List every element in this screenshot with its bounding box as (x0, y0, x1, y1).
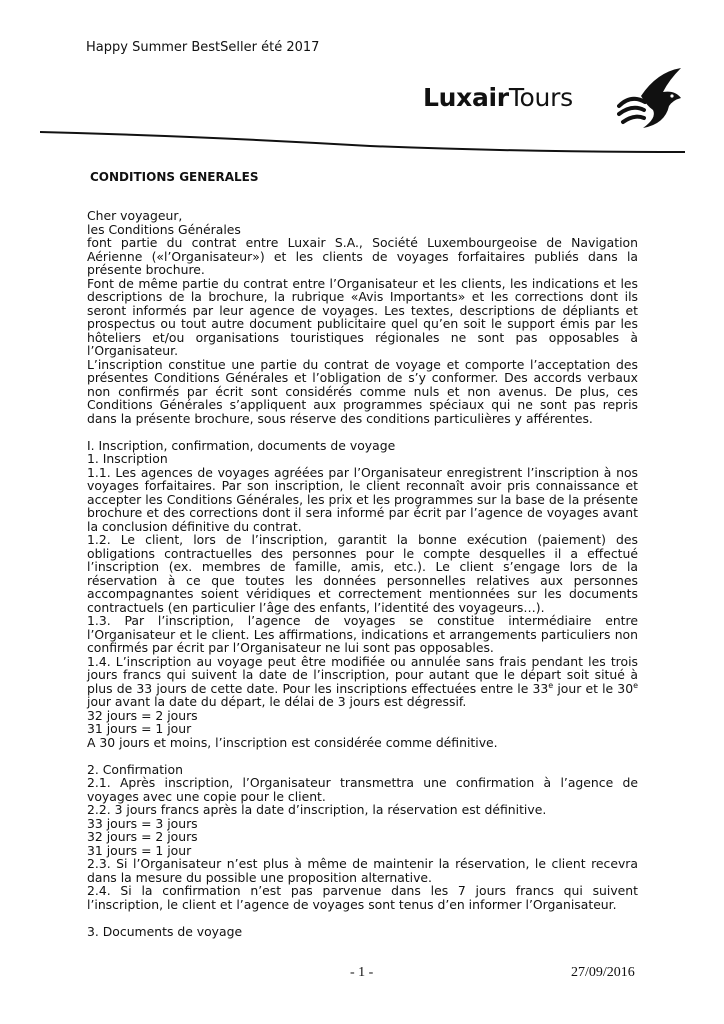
paragraph: font partie du contrat entre Luxair S.A., Société Luxembourgeoise de Navigation Aérienne («l’Organisateur») et les clients de voyages forfaitaires publiés dans la présente brochure. (87, 235, 638, 277)
subsection-heading: 1. Inscription (87, 451, 168, 466)
list-line: 33 jours = 3 jours (87, 815, 198, 831)
clause-2-4: 2.4. Si la confirmation n’est pas parvenue dans les 7 jours francs qui suivent l’inscription, le client et l’agence de voyages sont tenus d’en informer l’Organisateur. (87, 883, 638, 912)
clause-1-1: 1.1. Les agences de voyages agréées par l’Organisateur enregistrent l’inscription à nos voyages forfaitaires. Par son inscription, le client reconnaît avoir pris connaissance et accepter les Conditions Générales, les prix et les programmes sur la base de la présente brochure et des corrections dont il sera informé par écrit par l’agence de voyages avant la conclusion définitive du contrat. (87, 464, 638, 534)
document-body (87, 209, 638, 938)
section-heading: I. Inscription, confirmation, documents de voyage (87, 437, 396, 453)
bird-logo-icon (617, 66, 685, 132)
clause-2-1: 2.1. Après inscription, l’Organisateur transmettra une confirmation à l’agence de voyages avec une copie pour le client. (87, 775, 638, 804)
subsection-heading: 2. Confirmation (87, 761, 183, 777)
logo-wordmark-light: Tours (508, 83, 573, 112)
clause-2-2: 2.2. 3 jours francs après la date d’inscription, la réservation est définitive. (87, 802, 547, 817)
clause-1-3: 1.3. Par l’inscription, l’agence de voyages se constitue intermédiaire entre l’Organisateur et le client. Les affirmations, indications et arrangements particuliers non confirmés par écrit par l’Organisateur ne lui sont pas opposables. (87, 613, 638, 655)
list-line: 31 jours = 1 jour (87, 842, 192, 858)
clause-1-2: 1.2. Le client, lors de l’inscription, garantit la bonne exécution (paiement) des obligations contractuelles des personnes pour le compte desquelles il a effectué l’inscription (ex. membres de famille, amis, etc.). Le client s’engage lors de la réservation à ce que toutes les données personnelles relatives aux personnes accompagnantes soient véridiques et correctement mentionnées sur les documents contractuels (en particulier l’âge des enfants, l’identité des voyageurs…). (87, 532, 638, 615)
list-line: 31 jours = 1 jour (87, 721, 192, 736)
paragraph: L’inscription constitue une partie du contrat de voyage et comporte l’acceptation des présentes Conditions Générales et l’obligation de s’y conformer. Des accords verbaux non confirmés par écrit sont considérés comme nuls et non avenus. De plus, ces Conditions Générales s’appliquent aux programmes spéciaux qui ne sont pas repris dans la présente brochure, sous réserve des conditions particulières y afférentes. (87, 356, 638, 426)
list-line: A 30 jours et moins, l’inscription est considérée comme définitive. (87, 734, 498, 750)
footer-date: 27/09/2016 (571, 965, 635, 980)
document-header-title: Happy Summer BestSeller été 2017 (86, 40, 320, 55)
greeting: Cher voyageur, (87, 208, 183, 223)
page-number: - 1 - (350, 965, 374, 980)
list-line: 32 jours = 2 jours (87, 829, 198, 844)
paragraph: Font de même partie du contrat entre l’Organisateur et les clients, les indications et les descriptions de la brochure, la rubrique «Avis Importants» et les corrections dont ils seront informés par leur agence de voyages. Les textes, descriptions de dépliants et prospectus ou tout autre document publicitaire quel qu’en soit le support émis par les hôteliers et/ou organisations touristiques régionales ne sont pas opposables à l’Organisateur. (87, 275, 638, 358)
intro-line: les Conditions Générales (87, 221, 241, 237)
clause-1-4: 1.4. L’inscription au voyage peut être modifiée ou annulée sans frais pendant les trois jours francs qui suivent la date de l’inscription, pour autant que le départ soit situé à plus de 33 jours de cette date. Pour les inscriptions effectuées entre le 33e jour et le 30e jour avant la date du départ, le délai de 3 jours est dégressif. (87, 653, 638, 709)
clause-2-3: 2.3. Si l’Organisateur n’est plus à même de maintenir la réservation, le client recevra dans la mesure du possible une proposition alternative. (87, 856, 638, 885)
subsection-heading: 3. Documents de voyage (87, 923, 243, 939)
header-divider (40, 124, 690, 154)
list-line: 32 jours = 2 jours (87, 707, 198, 723)
logo-wordmark-bold: Luxair (423, 83, 509, 112)
section-title: CONDITIONS GENERALES (90, 170, 259, 184)
logo-wordmark (423, 83, 573, 112)
